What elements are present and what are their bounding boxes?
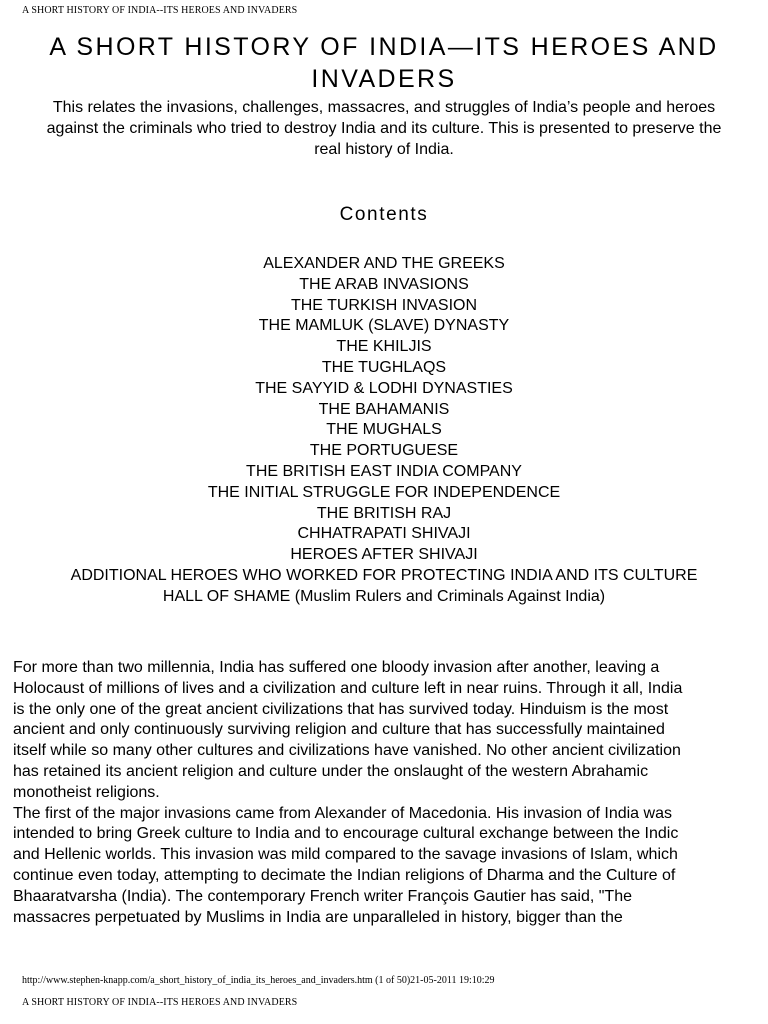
body-line: itself while so many other cultures and civilizations have vanished. No other ancient civilization [13,742,681,760]
intro-paragraph [8,97,760,160]
table-of-contents [0,254,768,608]
body-line: is the only one of the great ancient civilizations that has survived today. Hinduism is the most [13,700,669,718]
toc-link[interactable]: THE TURKISH INVASION [290,296,478,314]
intro-line: real history of India. [314,141,454,158]
toc-link[interactable]: ADDITIONAL HEROES WHO WORKED FOR PROTECTING INDIA AND ITS CULTURE [70,566,698,584]
toc-link[interactable]: THE PORTUGUESE [309,442,459,460]
body-line: intended to bring Greek culture to India and to encourage cultural exchange between the Indic [13,825,679,843]
body-line: ancient and only continuously surviving religion and culture that has successfully maintained [13,721,665,739]
body-line: Holocaust of millions of lives and a civilization and culture left in near ruins. Through it all, India [13,679,683,697]
page-title-line: A SHORT HISTORY OF INDIA—ITS HEROES AND [49,33,719,61]
toc-link[interactable]: ALEXANDER AND THE GREEKS [263,255,505,272]
toc-link[interactable]: THE MUGHALS [326,421,442,439]
intro-line: This relates the invasions, challenges, massacres, and struggles of India’s people and heroes [52,99,716,116]
body-line: continue even today, attempting to decimate the Indian religions of Dharma and the Culture of [13,866,676,884]
body-line: massacres perpetuated by Muslims in India are unparalleled in history, bigger than the [13,908,623,926]
toc-link[interactable]: THE SAYYID & LODHI DYNASTIES [255,379,513,397]
toc-link[interactable]: THE TUGHLAQS [321,358,447,376]
body-line: Bhaaratvarsha (India). The contemporary French writer François Gautier has said, "The [13,887,632,905]
toc-link[interactable]: THE BRITISH RAJ [316,504,452,522]
body-line: For more than two millennia, India has suffered one bloody invasion after another, leaving a [13,659,660,676]
page-title [0,31,768,95]
footer-title: A SHORT HISTORY OF INDIA--ITS HEROES AND INVADERS [22,997,298,1008]
body-text [13,658,765,928]
toc-link[interactable]: THE ARAB INVASIONS [299,275,469,293]
body-line: The first of the major invasions came from Alexander of Macedonia. His invasion of India was [13,804,672,822]
body-line: monotheist religions. [13,783,160,801]
page-title-line: INVADERS [311,65,457,93]
toc-link[interactable]: HEROES AFTER SHIVAJI [290,546,478,564]
toc-link[interactable]: THE BAHAMANIS [318,400,450,418]
body-line: and Hellenic worlds. This invasion was mild compared to the savage invasions of Islam, which [13,846,678,864]
intro-line: against the criminals who tried to destroy India and its culture. This is presented to preserve the [46,120,722,137]
contents-heading: Contents [339,204,429,225]
toc-link[interactable]: THE KHILJIS [336,338,432,356]
toc-link[interactable]: CHHATRAPATI SHIVAJI [297,525,471,543]
body-paragraph [13,804,765,929]
toc-link[interactable]: THE MAMLUK (SLAVE) DYNASTY [258,317,510,335]
toc-link[interactable]: THE INITIAL STRUGGLE FOR INDEPENDENCE [207,483,561,501]
body-line: has retained its ancient religion and culture under the onslaught of the western Abrahamic [13,762,649,780]
toc-link[interactable]: THE BRITISH EAST INDIA COMPANY [246,462,522,480]
body-paragraph [13,658,765,804]
running-header: A SHORT HISTORY OF INDIA--ITS HEROES AND INVADERS [22,5,298,16]
toc-link[interactable]: HALL OF SHAME (Muslim Rulers and Criminals Against India) [162,587,606,605]
footer-url: http://www.stephen-knapp.com/a_short_history_of_india_its_heroes_and_invaders.htm (1 of 50)21-05-2011 19:10:29 [22,975,495,986]
